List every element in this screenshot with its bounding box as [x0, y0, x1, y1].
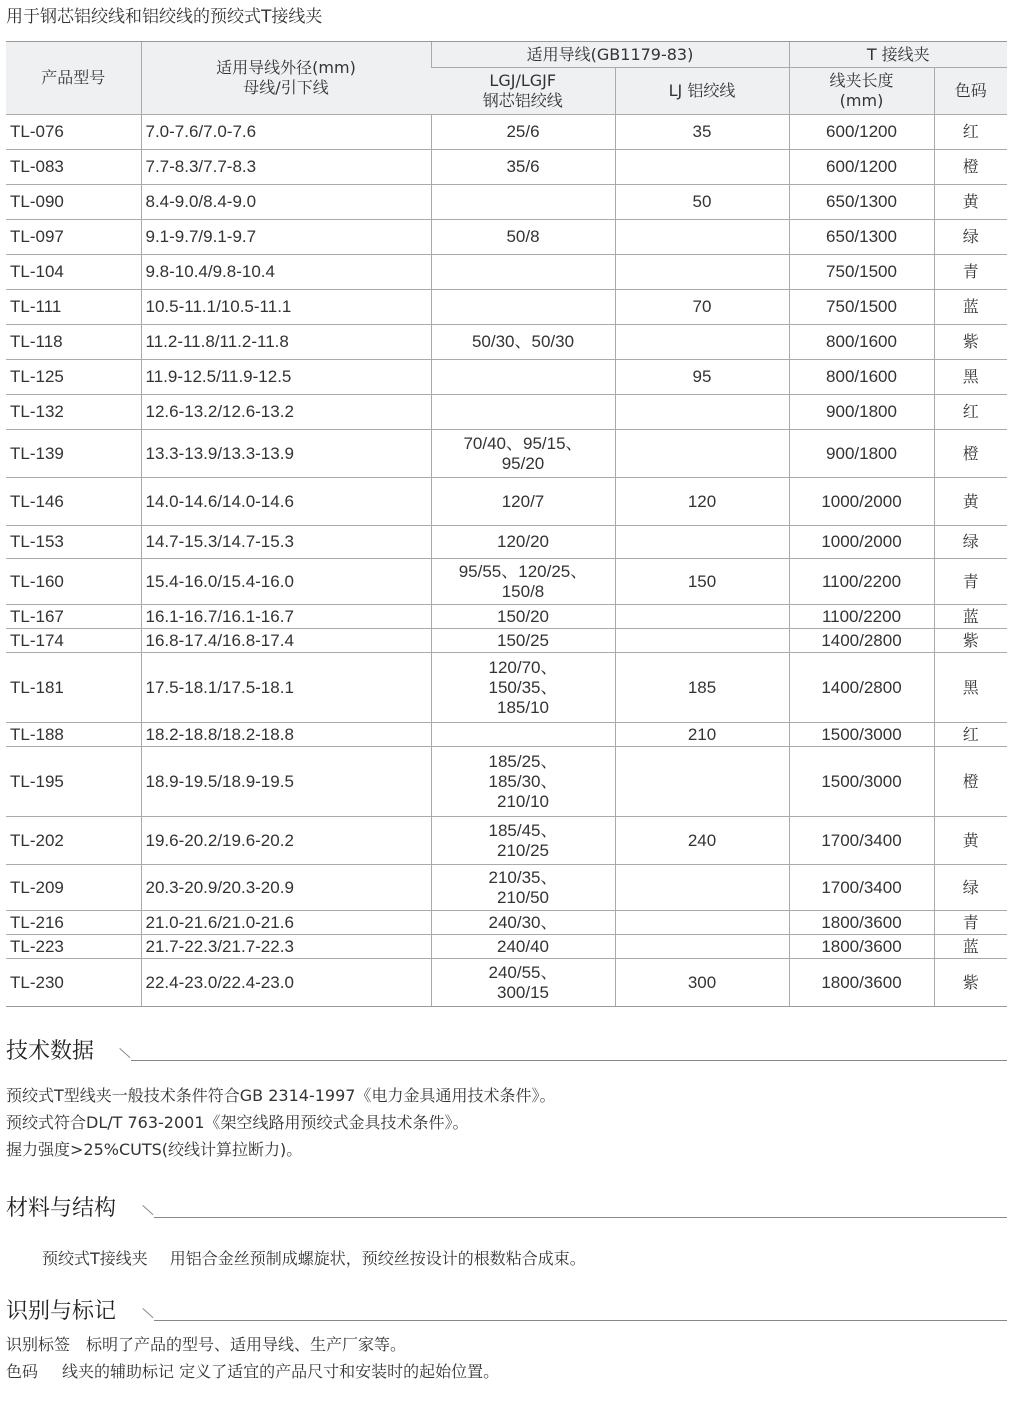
cell-lgj	[431, 653, 615, 723]
table-row	[6, 817, 1007, 865]
cell-diameter: 16.1-16.7/16.1-16.7	[141, 605, 431, 629]
cell-model: TL-139	[6, 430, 141, 478]
cell-diameter: 9.8-10.4/9.8-10.4	[141, 255, 431, 290]
cell-model: TL-202	[6, 817, 141, 865]
table-row	[6, 629, 1007, 653]
table-row	[6, 865, 1007, 911]
material-line	[42, 1246, 586, 1269]
cell-color-code: 黑	[934, 653, 1007, 723]
table-row	[6, 290, 1007, 325]
cell-lgj-line: 240/30、	[488, 912, 558, 932]
cell-color-code: 黄	[934, 817, 1007, 865]
section-divider-slash	[142, 1308, 153, 1318]
cell-color-code: 青	[934, 911, 1007, 935]
cell-length: 650/1300	[789, 220, 934, 255]
cell-model: TL-104	[6, 255, 141, 290]
cell-lgj-line: 210/35、	[488, 867, 558, 887]
cell-lgj-line: 150/8	[501, 581, 545, 601]
cell-lgj	[431, 430, 615, 478]
cell-lgj	[431, 478, 615, 526]
cell-lgj-line: 70/40、95/15、	[463, 433, 583, 453]
cell-lj: 35	[615, 115, 789, 150]
identify-desc: 线夹的辅助标记 定义了适宜的产品尺寸和安装时的起始位置。	[62, 1362, 500, 1381]
cell-model: TL-125	[6, 360, 141, 395]
table-row	[6, 605, 1007, 629]
table-row	[6, 115, 1007, 150]
identify-term: 色码	[6, 1362, 39, 1381]
cell-lgj	[431, 605, 615, 629]
cell-lgj	[431, 395, 615, 430]
cell-diameter: 15.4-16.0/15.4-16.0	[141, 559, 431, 605]
cell-lj: 185	[615, 653, 789, 723]
cell-color-code: 绿	[934, 865, 1007, 911]
header-diameter	[141, 42, 431, 115]
table-row	[6, 220, 1007, 255]
cell-lgj	[431, 629, 615, 653]
cell-model: TL-118	[6, 325, 141, 360]
cell-diameter: 11.2-11.8/11.2-11.8	[141, 325, 431, 360]
cell-color-code: 蓝	[934, 935, 1007, 959]
cell-lj: 120	[615, 478, 789, 526]
cell-diameter: 10.5-11.1/10.5-11.1	[141, 290, 431, 325]
cell-diameter: 13.3-13.9/13.3-13.9	[141, 430, 431, 478]
header-model: 产品型号	[6, 42, 141, 115]
cell-lj: 240	[615, 817, 789, 865]
cell-length: 800/1600	[789, 325, 934, 360]
cell-lj	[615, 255, 789, 290]
header-diameter-line2: 母线/引下线	[243, 78, 329, 97]
table-row	[6, 935, 1007, 959]
cell-length: 1000/2000	[789, 526, 934, 559]
header-lgj	[431, 68, 615, 115]
cell-color-code: 红	[934, 723, 1007, 747]
table-row	[6, 325, 1007, 360]
cell-length: 900/1800	[789, 395, 934, 430]
cell-lgj-line: 95/55、120/25、	[458, 561, 588, 581]
cell-lj	[615, 526, 789, 559]
cell-lgj-line: 210/50	[497, 887, 549, 907]
cell-color-code: 黄	[934, 185, 1007, 220]
table-row	[6, 959, 1007, 1007]
cell-color-code: 紫	[934, 959, 1007, 1007]
cell-diameter: 18.2-18.8/18.2-18.8	[141, 723, 431, 747]
cell-lgj-line: 120/7	[501, 491, 545, 511]
cell-diameter: 12.6-13.2/12.6-13.2	[141, 395, 431, 430]
material-term: 预绞式T接线夹	[42, 1249, 148, 1268]
cell-lj	[615, 605, 789, 629]
cell-lgj-line: 240/40	[497, 936, 549, 956]
cell-length: 1700/3400	[789, 865, 934, 911]
cell-lj	[615, 220, 789, 255]
section-divider-slash	[119, 1048, 130, 1058]
table-row	[6, 255, 1007, 290]
section-divider-line	[154, 1320, 1007, 1321]
cell-lgj-line: 185/45、	[488, 820, 558, 840]
cell-length: 1800/3600	[789, 959, 934, 1007]
cell-model: TL-090	[6, 185, 141, 220]
cell-diameter: 8.4-9.0/8.4-9.0	[141, 185, 431, 220]
cell-diameter: 16.8-17.4/16.8-17.4	[141, 629, 431, 653]
spec-table-body	[6, 115, 1007, 1007]
cell-color-code: 紫	[934, 629, 1007, 653]
cell-lgj-line: 150/25	[497, 630, 549, 650]
cell-length: 1700/3400	[789, 817, 934, 865]
cell-color-code: 绿	[934, 220, 1007, 255]
cell-lgj-line: 25/6	[506, 122, 540, 141]
identify-term: 识别标签	[6, 1335, 71, 1354]
cell-diameter: 11.9-12.5/11.9-12.5	[141, 360, 431, 395]
cell-model: TL-160	[6, 559, 141, 605]
cell-lj: 300	[615, 959, 789, 1007]
cell-lgj-line: 185/25、	[488, 751, 558, 771]
cell-model: TL-174	[6, 629, 141, 653]
cell-color-code: 绿	[934, 526, 1007, 559]
cell-color-code: 红	[934, 115, 1007, 150]
table-row	[6, 150, 1007, 185]
cell-lgj-line: 50/8	[506, 227, 540, 246]
table-row	[6, 430, 1007, 478]
cell-length: 600/1200	[789, 150, 934, 185]
cell-lgj-line: 300/15	[497, 982, 549, 1002]
cell-color-code: 青	[934, 255, 1007, 290]
cell-lgj-line: 210/10	[497, 791, 549, 811]
cell-lgj-line: 95/20	[501, 453, 545, 473]
section-title-identify: 识别与标记	[6, 1299, 117, 1324]
header-diameter-line1: 适用导线外径(mm)	[216, 58, 356, 77]
cell-model: TL-111	[6, 290, 141, 325]
cell-color-code: 蓝	[934, 290, 1007, 325]
cell-lj	[615, 395, 789, 430]
cell-diameter: 14.0-14.6/14.0-14.6	[141, 478, 431, 526]
header-conductor-group: 适用导线(GB1179-83)	[431, 42, 789, 68]
cell-diameter: 20.3-20.9/20.3-20.9	[141, 865, 431, 911]
table-row	[6, 395, 1007, 430]
header-color: 色码	[934, 68, 1007, 115]
cell-lgj-line: 150/35、	[488, 677, 558, 697]
cell-lj	[615, 747, 789, 817]
material-desc: 用铝合金丝预制成螺旋状，预绞丝按设计的根数粘合成束。	[169, 1249, 586, 1268]
cell-lgj	[431, 723, 615, 747]
cell-lgj	[431, 911, 615, 935]
cell-lgj-line: 210/25	[497, 840, 549, 860]
header-length	[789, 68, 934, 115]
cell-color-code: 橙	[934, 747, 1007, 817]
cell-model: TL-195	[6, 747, 141, 817]
table-row	[6, 526, 1007, 559]
cell-lgj-line: 185/10	[497, 697, 549, 717]
table-row	[6, 723, 1007, 747]
cell-diameter: 7.0-7.6/7.0-7.6	[141, 115, 431, 150]
header-length-line2: (mm)	[839, 91, 884, 110]
cell-length: 900/1800	[789, 430, 934, 478]
section-divider-line	[154, 1217, 1007, 1218]
cell-color-code: 紫	[934, 325, 1007, 360]
cell-length: 1400/2800	[789, 653, 934, 723]
cell-lgj	[431, 255, 615, 290]
cell-lgj	[431, 747, 615, 817]
cell-length: 800/1600	[789, 360, 934, 395]
cell-lgj	[431, 935, 615, 959]
cell-length: 650/1300	[789, 185, 934, 220]
cell-lgj	[431, 290, 615, 325]
identify-line-1	[6, 1332, 406, 1355]
cell-color-code: 青	[934, 559, 1007, 605]
cell-model: TL-223	[6, 935, 141, 959]
header-lj: LJ 铝绞线	[615, 68, 789, 115]
cell-lj	[615, 911, 789, 935]
tech-line-1: 预绞式T型线夹一般技术条件符合GB 2314-1997《电力金具通用技术条件》。	[6, 1086, 556, 1105]
cell-lgj	[431, 817, 615, 865]
cell-lgj-line: 120/70、	[488, 657, 558, 677]
cell-model: TL-153	[6, 526, 141, 559]
section-title-tech: 技术数据	[6, 1039, 95, 1064]
table-row	[6, 747, 1007, 817]
cell-length: 600/1200	[789, 115, 934, 150]
identify-line-2	[6, 1359, 499, 1382]
cell-lgj	[431, 325, 615, 360]
cell-model: TL-132	[6, 395, 141, 430]
table-row	[6, 911, 1007, 935]
cell-lj: 210	[615, 723, 789, 747]
cell-lgj-line: 240/55、	[488, 962, 558, 982]
cell-lj	[615, 325, 789, 360]
table-row	[6, 360, 1007, 395]
cell-model: TL-083	[6, 150, 141, 185]
table-row	[6, 559, 1007, 605]
section-divider-slash	[142, 1205, 153, 1215]
cell-color-code: 橙	[934, 430, 1007, 478]
cell-diameter: 17.5-18.1/17.5-18.1	[141, 653, 431, 723]
section-title-material: 材料与结构	[6, 1196, 117, 1221]
cell-model: TL-188	[6, 723, 141, 747]
cell-model: TL-097	[6, 220, 141, 255]
table-row	[6, 478, 1007, 526]
cell-lgj	[431, 865, 615, 911]
cell-diameter: 21.7-22.3/21.7-22.3	[141, 935, 431, 959]
cell-length: 1800/3600	[789, 935, 934, 959]
tech-line-2: 预绞式符合DL/T 763-2001《架空线路用预绞式金具技术条件》。	[6, 1113, 469, 1132]
cell-lj: 95	[615, 360, 789, 395]
table-row	[6, 185, 1007, 220]
cell-diameter: 19.6-20.2/19.6-20.2	[141, 817, 431, 865]
cell-length: 1000/2000	[789, 478, 934, 526]
page-title: 用于钢芯铝绞线和铝绞线的预绞式T接线夹	[6, 7, 323, 27]
table-row	[6, 653, 1007, 723]
cell-model: TL-230	[6, 959, 141, 1007]
spec-table	[6, 41, 1007, 1007]
identify-desc: 标明了产品的型号、适用导线、生产厂家等。	[86, 1335, 407, 1354]
cell-length: 750/1500	[789, 290, 934, 325]
cell-color-code: 蓝	[934, 605, 1007, 629]
cell-diameter: 14.7-15.3/14.7-15.3	[141, 526, 431, 559]
cell-lj: 50	[615, 185, 789, 220]
cell-lgj-line: 150/20	[497, 606, 549, 626]
cell-lgj-line: 50/30、50/30	[471, 332, 575, 351]
cell-lj	[615, 430, 789, 478]
cell-length: 1100/2200	[789, 605, 934, 629]
cell-model: TL-167	[6, 605, 141, 629]
cell-lgj-line: 120/20	[497, 532, 549, 551]
cell-lgj	[431, 185, 615, 220]
header-lgj-line2: 钢芯铝绞线	[482, 91, 563, 110]
section-divider-line	[131, 1060, 1007, 1061]
cell-lj	[615, 865, 789, 911]
cell-lj: 70	[615, 290, 789, 325]
cell-model: TL-146	[6, 478, 141, 526]
cell-color-code: 橙	[934, 150, 1007, 185]
cell-model: TL-181	[6, 653, 141, 723]
cell-lgj-line: 185/30、	[488, 771, 558, 791]
cell-lgj	[431, 526, 615, 559]
cell-color-code: 黑	[934, 360, 1007, 395]
cell-diameter: 9.1-9.7/9.1-9.7	[141, 220, 431, 255]
cell-lgj	[431, 959, 615, 1007]
header-length-line1: 线夹长度	[829, 71, 894, 90]
cell-diameter: 22.4-23.0/22.4-23.0	[141, 959, 431, 1007]
cell-lgj	[431, 360, 615, 395]
cell-length: 750/1500	[789, 255, 934, 290]
cell-length: 1800/3600	[789, 911, 934, 935]
cell-diameter: 7.7-8.3/7.7-8.3	[141, 150, 431, 185]
cell-model: TL-216	[6, 911, 141, 935]
cell-length: 1100/2200	[789, 559, 934, 605]
cell-lgj-line: 35/6	[506, 157, 540, 176]
cell-lgj	[431, 220, 615, 255]
cell-lgj	[431, 150, 615, 185]
cell-model: TL-076	[6, 115, 141, 150]
cell-length: 1400/2800	[789, 629, 934, 653]
cell-lj	[615, 150, 789, 185]
cell-lgj	[431, 559, 615, 605]
header-lgj-line1: LGJ/LGJF	[489, 71, 557, 90]
tech-line-3: 握力强度>25%CUTS(绞线计算拉断力)。	[6, 1140, 303, 1159]
cell-length: 1500/3000	[789, 723, 934, 747]
cell-lj	[615, 629, 789, 653]
cell-lgj	[431, 115, 615, 150]
cell-lj: 150	[615, 559, 789, 605]
cell-length: 1500/3000	[789, 747, 934, 817]
header-clamp-group: T 接线夹	[789, 42, 1007, 68]
cell-lj	[615, 935, 789, 959]
cell-diameter: 21.0-21.6/21.0-21.6	[141, 911, 431, 935]
cell-diameter: 18.9-19.5/18.9-19.5	[141, 747, 431, 817]
cell-model: TL-209	[6, 865, 141, 911]
cell-color-code: 红	[934, 395, 1007, 430]
cell-color-code: 黄	[934, 478, 1007, 526]
